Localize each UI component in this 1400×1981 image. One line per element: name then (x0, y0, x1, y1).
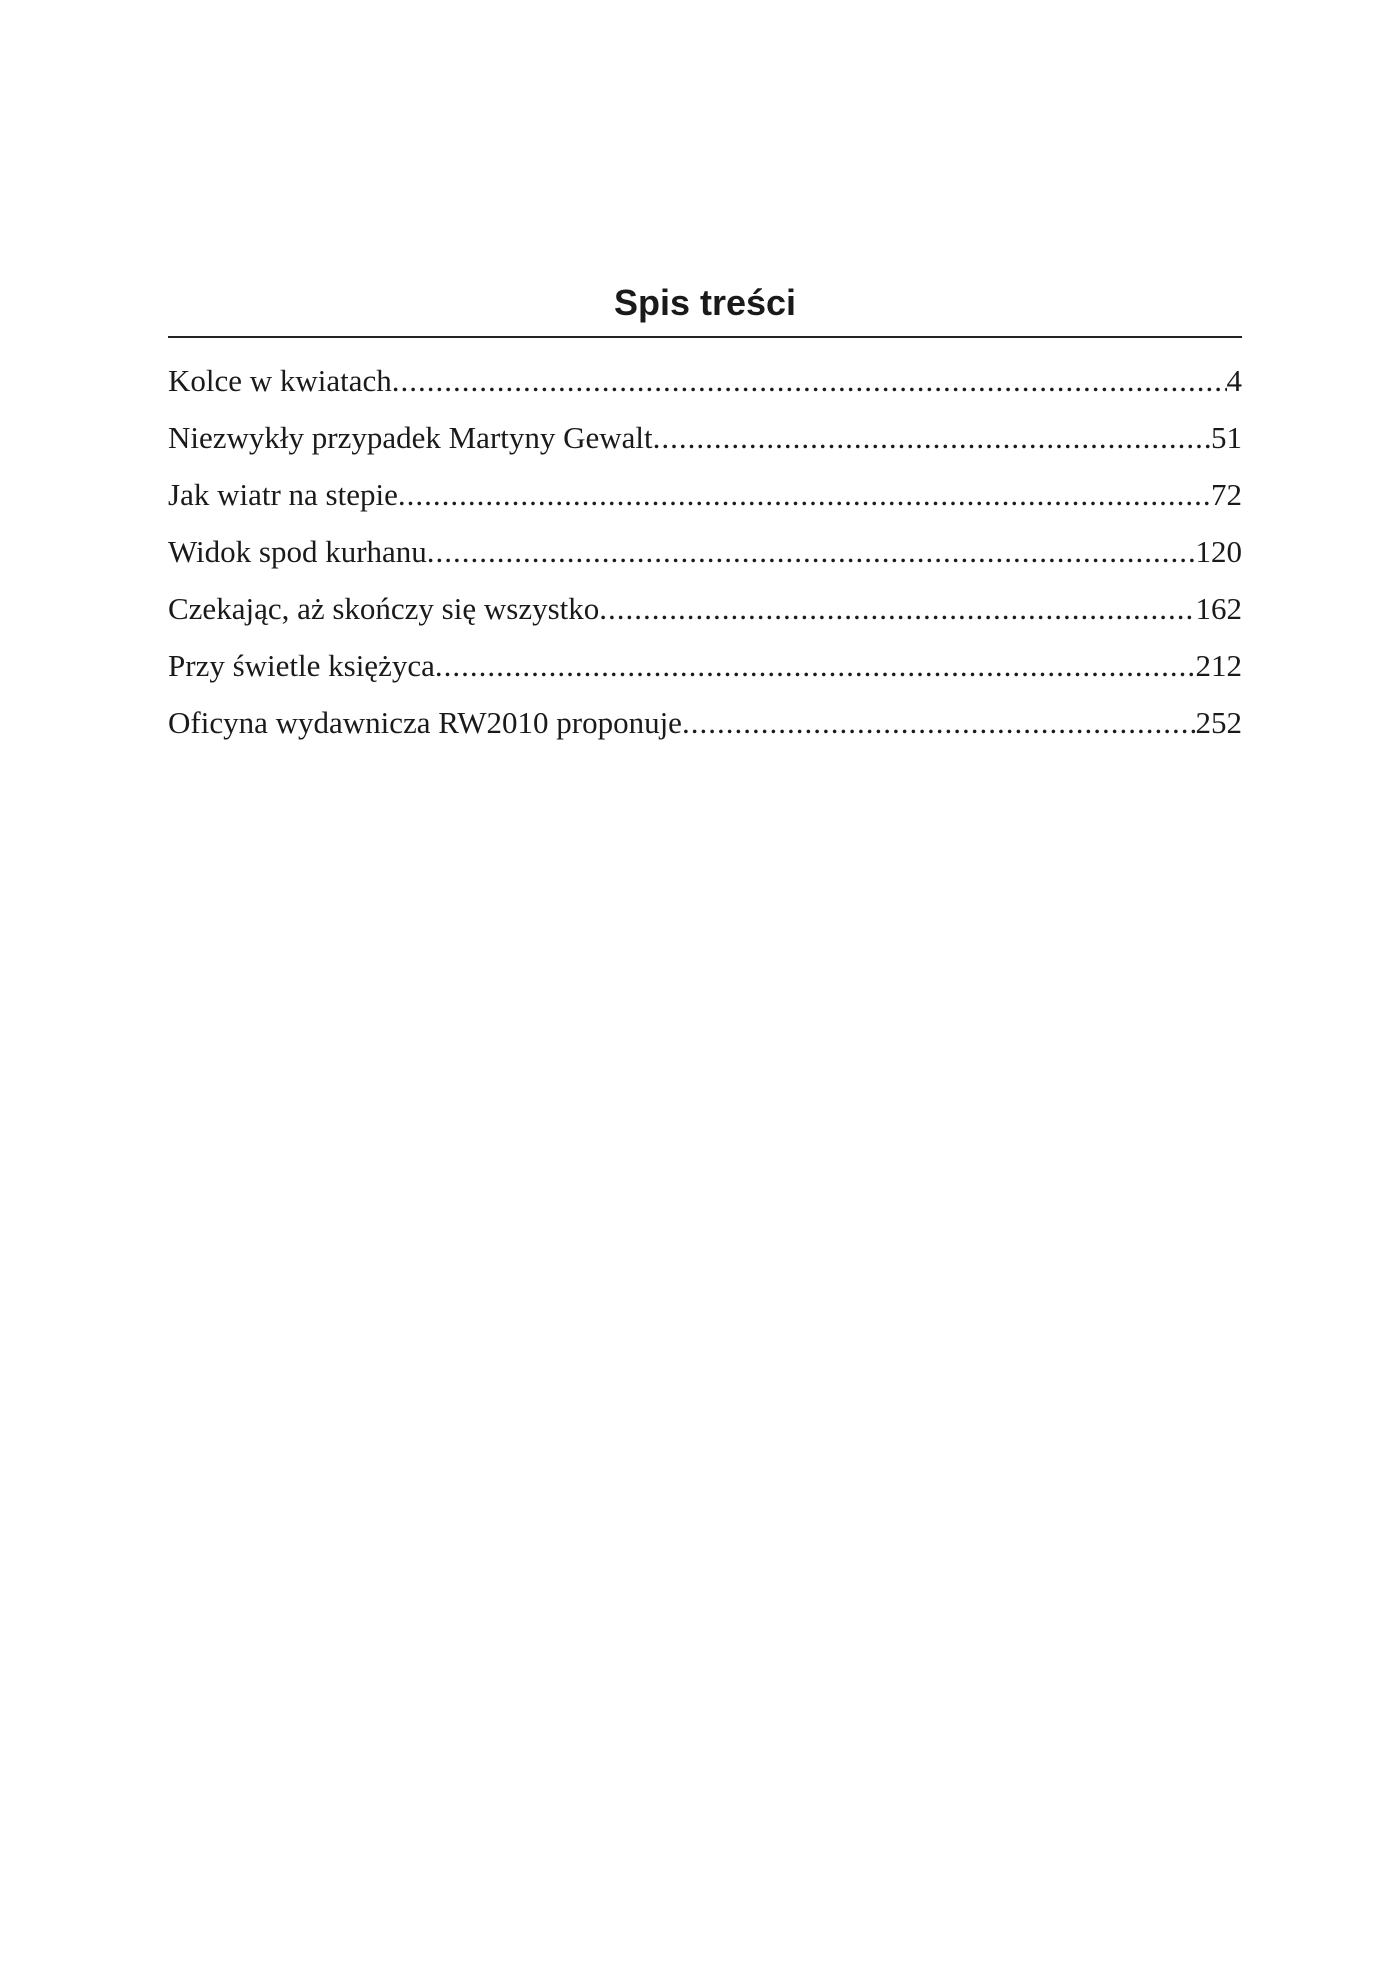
table-of-contents (168, 270, 1242, 751)
toc-entry-title: Czekając, aż skończy się wszystko (168, 591, 600, 626)
toc-entry-title: Jak wiatr na stepie (168, 477, 398, 512)
dot-leader (435, 637, 1196, 694)
toc-entry-page: 252 (1195, 705, 1242, 740)
toc-entry[interactable] (168, 409, 1242, 466)
heading-divider (168, 336, 1242, 338)
toc-entry-page: 51 (1211, 420, 1242, 455)
toc-entry-title: Oficyna wydawnicza RW2010 proponuje (168, 705, 682, 740)
toc-entry[interactable] (168, 580, 1242, 637)
toc-entry[interactable] (168, 352, 1242, 409)
toc-entry-title: Przy świetle księżyca (168, 648, 435, 683)
toc-entry-page: 212 (1195, 648, 1242, 683)
toc-entry[interactable] (168, 637, 1242, 694)
toc-list (168, 352, 1242, 751)
toc-entry-title: Kolce w kwiatach (168, 363, 392, 398)
toc-entry[interactable] (168, 523, 1242, 580)
dot-leader (392, 352, 1227, 409)
dot-leader (398, 466, 1211, 523)
dot-leader (653, 409, 1211, 466)
dot-leader (682, 694, 1196, 751)
dot-leader (427, 523, 1196, 580)
toc-entry[interactable] (168, 466, 1242, 523)
toc-entry-page: 72 (1211, 477, 1242, 512)
toc-heading: Spis treści (613, 282, 797, 323)
dot-leader (599, 580, 1195, 637)
toc-entry-page: 162 (1195, 591, 1242, 626)
toc-entry-page: 120 (1195, 534, 1242, 569)
toc-entry[interactable] (168, 694, 1242, 751)
toc-entry-title: Widok spod kurhanu (168, 534, 427, 569)
toc-entry-page: 4 (1226, 363, 1242, 398)
toc-entry-title: Niezwykły przypadek Martyny Gewalt (168, 420, 653, 455)
